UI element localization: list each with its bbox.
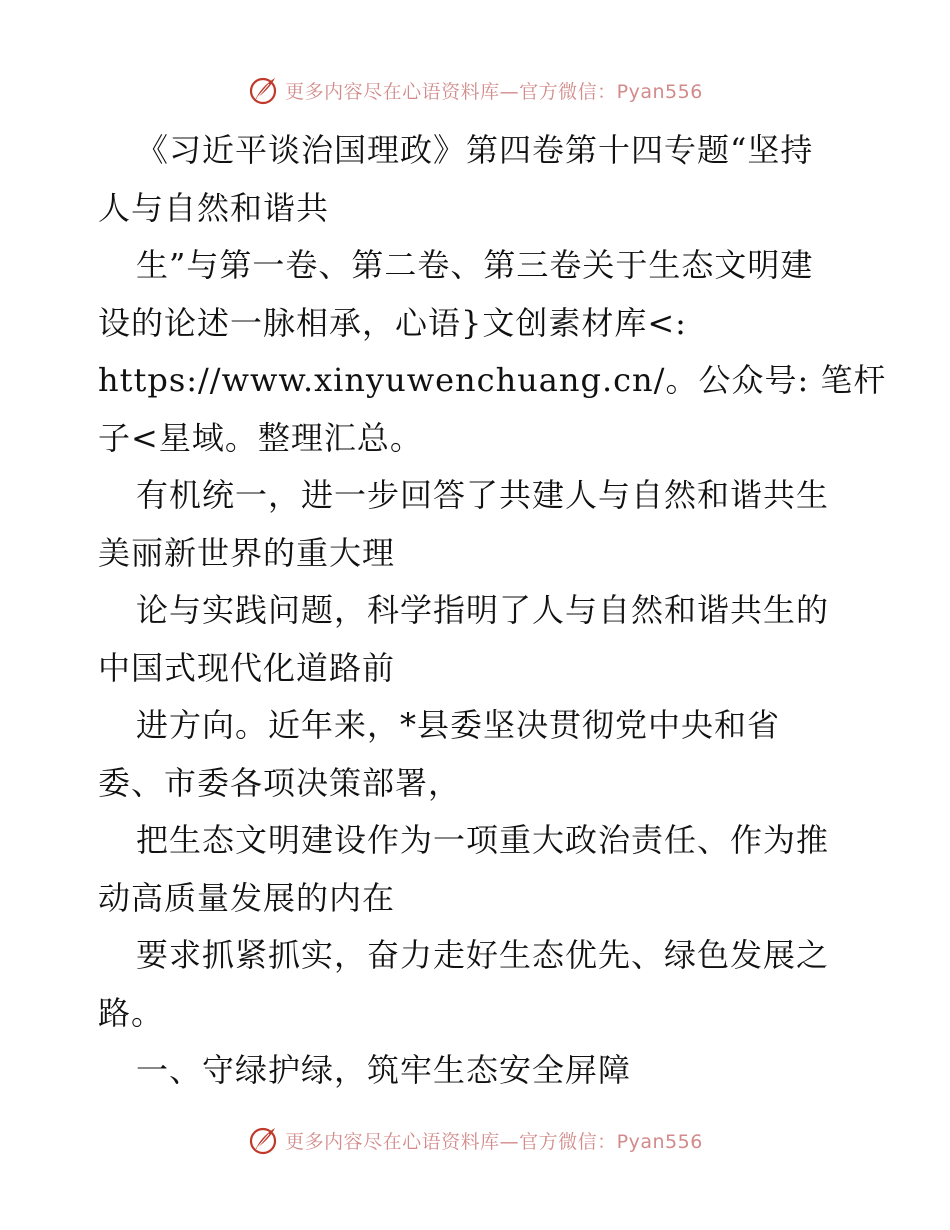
paragraph-line: 把生态文明建设作为一项重大政治责任、作为推 [136,821,830,859]
url-line: https://www.xinyuwenchuang.cn/。公众号: 笔杆 [98,361,887,399]
feather-logo-icon [247,74,279,106]
paragraph-line: 生”与第一卷、第二卷、第三卷关于生态文明建 [136,246,814,284]
paragraph-line: 进方向。近年来，*县委坚决贯彻党中央和省 [136,706,781,744]
feather-logo-icon [247,1124,279,1156]
paragraph-line: 设的论述一脉相承，心语}文创素材库<: [98,303,687,342]
paragraph-line: 《习近平谈治国理政》第四卷第十四专题“坚持 [136,131,814,169]
paragraph-line: 美丽新世界的重大理 [98,533,396,572]
paragraph-line: 中国式现代化道路前 [98,648,396,687]
paragraph-line: 有机统一，进一步回答了共建人与自然和谐共生 [136,476,830,514]
paragraph-line: 路。 [98,993,165,1032]
paragraph-line: 论与实践问题，科学指明了人与自然和谐共生的 [136,591,830,629]
section-heading: 一、守绿护绿，筑牢生态安全屏障 [136,1051,632,1089]
footer-watermark [0,1120,950,1160]
header-watermark [0,70,950,110]
paragraph-line: 子<星域。整理汇总。 [98,418,423,457]
paragraph-line: 要求抓紧抓实，奋力走好生态优先、绿色发展之 [136,936,830,974]
watermark-text: 更多内容尽在心语资料库—官方微信：Pyan556 [285,80,703,103]
paragraph-line: 委、市委各项决策部署， [98,763,462,802]
watermark-text: 更多内容尽在心语资料库—官方微信：Pyan556 [285,1130,703,1153]
paragraph-line: 人与自然和谐共 [98,188,330,227]
paragraph-line: 动高质量发展的内在 [98,878,396,917]
document-body [98,122,887,1100]
